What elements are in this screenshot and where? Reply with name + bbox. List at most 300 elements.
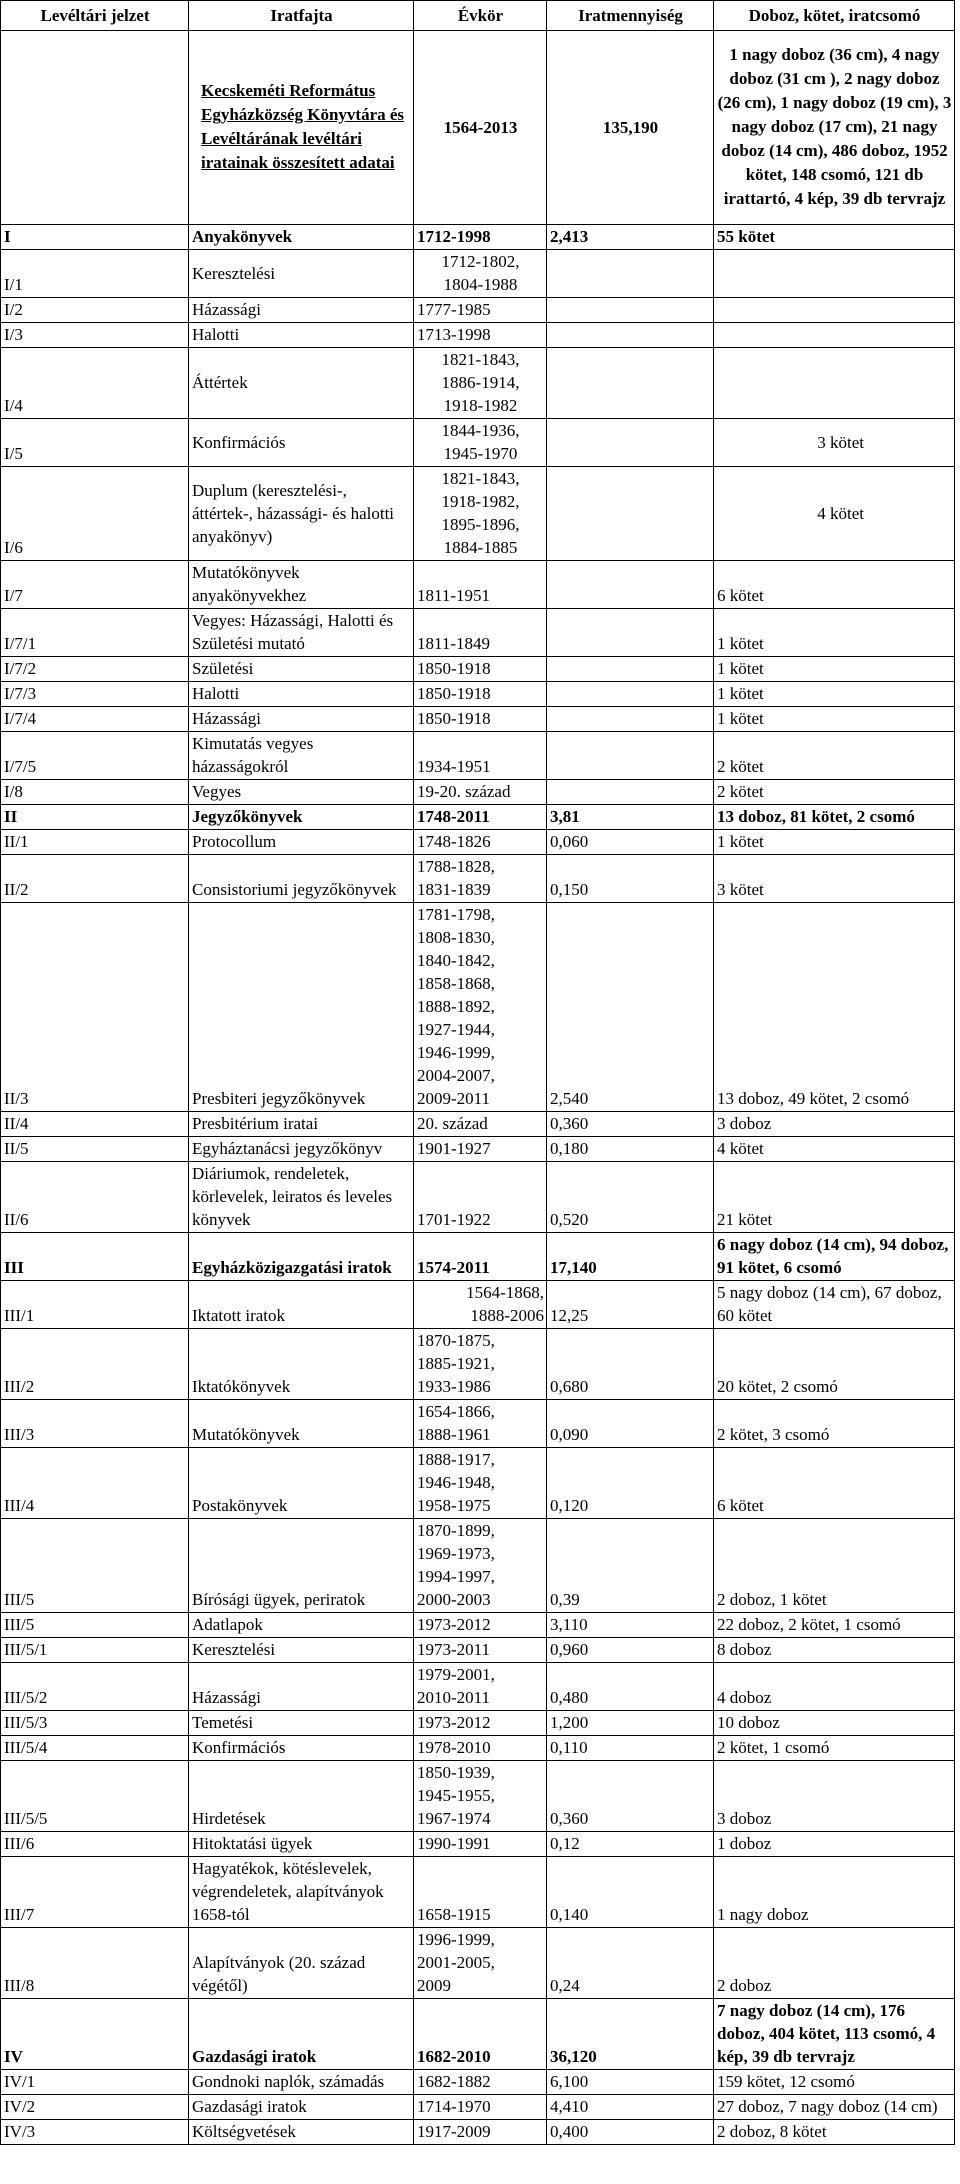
year-range-line: 1811-1951	[417, 586, 491, 605]
box-volume-bundle-cell: 22 doboz, 2 kötet, 1 csomó	[714, 1613, 955, 1638]
document-type-cell: Keresztelési	[189, 1638, 414, 1663]
summary-box: 1 nagy doboz (36 cm), 4 nagy doboz (31 cm ), 2 nagy doboz (26 cm), 1 nagy doboz (19 cm), 3 nagy doboz (17 cm), 21 nagy doboz (14 cm), 486 doboz, 1952 kötet, 148 csomó, 121 db irattartó, 4 kép, 39 db tervrajz	[714, 31, 955, 225]
table-row	[1, 682, 955, 707]
table-row	[1, 805, 955, 830]
year-range-line: 1712-1802,	[441, 252, 520, 271]
box-volume-bundle-cell: 1 nagy doboz	[714, 1857, 955, 1928]
document-quantity-cell	[547, 348, 714, 419]
box-volume-bundle-cell: 21 kötet	[714, 1162, 955, 1233]
document-type-cell: Hirdetések	[189, 1761, 414, 1832]
document-type-cell: Temetési	[189, 1711, 414, 1736]
box-volume-bundle-cell	[714, 298, 955, 323]
table-row	[1, 1832, 955, 1857]
table-row	[1, 1281, 955, 1329]
box-volume-bundle-cell: 3 kötet	[714, 419, 955, 467]
year-range-cell	[414, 1281, 547, 1329]
year-range-cell	[414, 1329, 547, 1400]
year-range-line: 1682-1882	[417, 2072, 491, 2091]
header-document-quantity: Iratmennyiség	[547, 1, 714, 31]
year-range-line: 20. század	[417, 1114, 488, 1133]
archive-code-cell: III/6	[1, 1832, 189, 1857]
year-range-line: 1918-1982,	[441, 492, 520, 511]
archive-code-cell: I/1	[1, 250, 189, 298]
document-type-cell: Halotti	[189, 682, 414, 707]
year-range-cell	[414, 1162, 547, 1233]
archive-code-cell: II/3	[1, 903, 189, 1112]
archive-code-cell: II	[1, 805, 189, 830]
year-range-line: 1850-1918	[417, 709, 491, 728]
table-row	[1, 609, 955, 657]
box-volume-bundle-cell: 1 kötet	[714, 707, 955, 732]
document-quantity-cell: 2,413	[547, 225, 714, 250]
archive-code-cell: I/4	[1, 348, 189, 419]
document-quantity-cell: 0,090	[547, 1400, 714, 1448]
year-range-line: 1917-2009	[417, 2122, 491, 2141]
year-range-line: 1886-1914,	[441, 373, 520, 392]
year-range-line: 1945-1970	[443, 444, 518, 463]
box-volume-bundle-cell: 4 doboz	[714, 1663, 955, 1711]
archive-code-cell: I/7/5	[1, 732, 189, 780]
year-range-cell	[414, 2095, 547, 2120]
year-range-line: 1969-1973,	[417, 1544, 495, 1563]
archive-code-cell: II/6	[1, 1162, 189, 1233]
year-range-line: 1973-2011	[417, 1640, 491, 1659]
box-volume-bundle-cell: 1 kötet	[714, 830, 955, 855]
year-range-line: 1958-1975	[417, 1496, 491, 1515]
box-volume-bundle-cell: 20 kötet, 2 csomó	[714, 1329, 955, 1400]
year-range-line: 1918-1982	[443, 396, 518, 415]
summary-years: 1564-2013	[414, 31, 547, 225]
box-volume-bundle-cell: 159 kötet, 12 csomó	[714, 2070, 955, 2095]
summary-title: Kecskeméti Református Egyházközség Könyvtára és Levéltárának levéltári iratainak összesített adatai	[189, 31, 414, 225]
box-volume-bundle-cell: 2 kötet, 3 csomó	[714, 1400, 955, 1448]
year-range-cell	[414, 2120, 547, 2145]
year-range-line: 1979-2001,	[417, 1665, 495, 1684]
table-row	[1, 780, 955, 805]
table-row	[1, 298, 955, 323]
document-type-cell: Mutatókönyvek	[189, 1400, 414, 1448]
archive-code-cell: III/5	[1, 1613, 189, 1638]
year-range-line: 1870-1899,	[417, 1521, 495, 1540]
year-range-line: 1850-1918	[417, 659, 491, 678]
year-range-line: 1682-2010	[417, 2047, 491, 2066]
header-archive-code: Levéltári jelzet	[1, 1, 189, 31]
box-volume-bundle-cell: 2 kötet, 1 csomó	[714, 1736, 955, 1761]
archive-code-cell: I/2	[1, 298, 189, 323]
year-range-cell	[414, 1928, 547, 1999]
archive-code-cell: III/5/1	[1, 1638, 189, 1663]
header-document-type: Iratfajta	[189, 1, 414, 31]
year-range-line: 1888-2006	[470, 1306, 544, 1325]
year-range-cell	[414, 609, 547, 657]
document-quantity-cell: 0,120	[547, 1448, 714, 1519]
year-range-line: 2001-2005,	[417, 1953, 495, 1972]
table-row	[1, 1857, 955, 1928]
year-range-line: 1934-1951	[417, 757, 491, 776]
year-range-cell	[414, 805, 547, 830]
year-range-line: 1870-1875,	[417, 1331, 495, 1350]
header-year-range: Évkör	[414, 1, 547, 31]
archive-code-cell: IV	[1, 1999, 189, 2070]
document-type-cell: Gondnoki naplók, számadás	[189, 2070, 414, 2095]
summary-code	[1, 31, 189, 225]
archive-code-cell: I	[1, 225, 189, 250]
document-type-cell: Áttértek	[189, 348, 414, 419]
year-range-line: 1858-1868,	[417, 974, 495, 993]
document-quantity-cell	[547, 298, 714, 323]
year-range-line: 1996-1999,	[417, 1930, 495, 1949]
archive-code-cell: III/5/3	[1, 1711, 189, 1736]
document-quantity-cell: 0,480	[547, 1663, 714, 1711]
year-range-line: 2004-2007,	[417, 1066, 495, 1085]
table-row	[1, 419, 955, 467]
document-type-cell: Hitoktatási ügyek	[189, 1832, 414, 1857]
document-quantity-cell: 0,39	[547, 1519, 714, 1613]
document-quantity-cell	[547, 323, 714, 348]
table-row	[1, 348, 955, 419]
document-quantity-cell: 4,410	[547, 2095, 714, 2120]
table-row	[1, 225, 955, 250]
box-volume-bundle-cell: 2 kötet	[714, 732, 955, 780]
year-range-line: 1946-1948,	[417, 1473, 495, 1492]
box-volume-bundle-cell	[714, 348, 955, 419]
box-volume-bundle-cell: 4 kötet	[714, 467, 955, 561]
year-range-cell	[414, 855, 547, 903]
year-range-line: 1821-1843,	[441, 350, 520, 369]
table-row	[1, 1761, 955, 1832]
table-row	[1, 707, 955, 732]
table-row	[1, 1519, 955, 1613]
year-range-cell	[414, 467, 547, 561]
document-quantity-cell: 0,180	[547, 1137, 714, 1162]
table-row	[1, 1928, 955, 1999]
archive-code-cell: I/7	[1, 561, 189, 609]
year-range-line: 2009-2011	[417, 1089, 491, 1108]
document-type-cell: Duplum (keresztelési-, áttértek-, házassági- és halotti anyakönyv)	[189, 467, 414, 561]
year-range-cell	[414, 707, 547, 732]
archive-code-cell: II/4	[1, 1112, 189, 1137]
document-quantity-cell	[547, 682, 714, 707]
document-type-cell: Egyházközigazgatási iratok	[189, 1233, 414, 1281]
year-range-line: 1990-1991	[417, 1834, 491, 1853]
document-type-cell: Alapítványok (20. század végétől)	[189, 1928, 414, 1999]
box-volume-bundle-cell: 1 kötet	[714, 609, 955, 657]
table-row	[1, 561, 955, 609]
year-range-cell	[414, 1999, 547, 2070]
box-volume-bundle-cell	[714, 250, 955, 298]
year-range-line: 2009	[417, 1976, 451, 1995]
year-range-line: 1933-1986	[417, 1377, 491, 1396]
document-type-cell: Házassági	[189, 707, 414, 732]
archive-code-cell: III/5/5	[1, 1761, 189, 1832]
document-type-cell: Jegyzőkönyvek	[189, 805, 414, 830]
year-range-cell	[414, 250, 547, 298]
document-type-cell: Protocollum	[189, 830, 414, 855]
archive-code-cell: III/5/2	[1, 1663, 189, 1711]
document-type-cell: Consistoriumi jegyzőkönyvek	[189, 855, 414, 903]
year-range-line: 1777-1985	[417, 300, 491, 319]
document-quantity-cell	[547, 250, 714, 298]
year-range-cell	[414, 1137, 547, 1162]
table-row	[1, 1999, 955, 2070]
table-row	[1, 467, 955, 561]
year-range-cell	[414, 830, 547, 855]
year-range-line: 1994-1997,	[417, 1567, 495, 1586]
year-range-line: 1946-1999,	[417, 1043, 495, 1062]
document-quantity-cell: 17,140	[547, 1233, 714, 1281]
table-row	[1, 2120, 955, 2145]
box-volume-bundle-cell: 3 doboz	[714, 1761, 955, 1832]
archive-code-cell: IV/2	[1, 2095, 189, 2120]
table-row	[1, 1711, 955, 1736]
year-range-cell	[414, 298, 547, 323]
year-range-line: 1901-1927	[417, 1139, 491, 1158]
year-range-line: 1831-1839	[417, 880, 491, 899]
year-range-cell	[414, 1400, 547, 1448]
archive-code-cell: I/3	[1, 323, 189, 348]
table-row	[1, 1638, 955, 1663]
box-volume-bundle-cell: 2 doboz	[714, 1928, 955, 1999]
archive-code-cell: IV/1	[1, 2070, 189, 2095]
year-range-cell	[414, 903, 547, 1112]
document-quantity-cell: 0,12	[547, 1832, 714, 1857]
year-range-cell	[414, 419, 547, 467]
document-quantity-cell: 6,100	[547, 2070, 714, 2095]
document-type-cell: Anyakönyvek	[189, 225, 414, 250]
archive-code-cell: III/8	[1, 1928, 189, 1999]
year-range-cell	[414, 1448, 547, 1519]
document-quantity-cell: 0,960	[547, 1638, 714, 1663]
year-range-line: 1748-1826	[417, 832, 491, 851]
document-quantity-cell	[547, 467, 714, 561]
box-volume-bundle-cell: 4 kötet	[714, 1137, 955, 1162]
document-quantity-cell: 0,150	[547, 855, 714, 903]
document-type-cell: Házassági	[189, 1663, 414, 1711]
year-range-cell	[414, 1613, 547, 1638]
document-quantity-cell	[547, 609, 714, 657]
year-range-line: 1811-1849	[417, 634, 491, 653]
year-range-cell	[414, 1857, 547, 1928]
document-quantity-cell: 0,140	[547, 1857, 714, 1928]
table-row	[1, 1112, 955, 1137]
year-range-line: 1967-1974	[417, 1809, 491, 1828]
table-row	[1, 1663, 955, 1711]
box-volume-bundle-cell: 6 kötet	[714, 1448, 955, 1519]
year-range-line: 1850-1939,	[417, 1763, 495, 1782]
box-volume-bundle-cell: 27 doboz, 7 nagy doboz (14 cm)	[714, 2095, 955, 2120]
year-range-line: 1978-2010	[417, 1738, 491, 1757]
year-range-cell	[414, 1233, 547, 1281]
box-volume-bundle-cell: 1 kötet	[714, 657, 955, 682]
box-volume-bundle-cell: 2 doboz, 1 kötet	[714, 1519, 955, 1613]
archive-code-cell: I/8	[1, 780, 189, 805]
year-range-line: 2000-2003	[417, 1590, 491, 1609]
document-quantity-cell: 2,540	[547, 903, 714, 1112]
document-type-cell: Hagyatékok, kötéslevelek, végrendeletek, alapítványok 1658-tól	[189, 1857, 414, 1928]
year-range-cell	[414, 1761, 547, 1832]
table-row	[1, 657, 955, 682]
year-range-line: 1781-1798,	[417, 905, 495, 924]
document-type-cell: Iktatókönyvek	[189, 1329, 414, 1400]
document-type-cell: Gazdasági iratok	[189, 1999, 414, 2070]
year-range-line: 1808-1830,	[417, 928, 495, 947]
box-volume-bundle-cell: 2 doboz, 8 kötet	[714, 2120, 955, 2145]
document-type-cell: Születési	[189, 657, 414, 682]
year-range-line: 1844-1936,	[441, 421, 520, 440]
table-row	[1, 1613, 955, 1638]
year-range-line: 1888-1917,	[417, 1450, 495, 1469]
document-type-cell: Vegyes	[189, 780, 414, 805]
year-range-cell	[414, 657, 547, 682]
year-range-cell	[414, 348, 547, 419]
document-quantity-cell: 0,360	[547, 1761, 714, 1832]
year-range-cell	[414, 780, 547, 805]
document-quantity-cell	[547, 419, 714, 467]
document-quantity-cell: 0,110	[547, 1736, 714, 1761]
archive-code-cell: II/1	[1, 830, 189, 855]
table-row	[1, 1329, 955, 1400]
archive-code-cell: III/7	[1, 1857, 189, 1928]
box-volume-bundle-cell: 8 doboz	[714, 1638, 955, 1663]
box-volume-bundle-cell: 13 doboz, 81 kötet, 2 csomó	[714, 805, 955, 830]
table-row	[1, 250, 955, 298]
document-type-cell: Házassági	[189, 298, 414, 323]
year-range-line: 1973-2012	[417, 1615, 491, 1634]
archive-code-cell: I/5	[1, 419, 189, 467]
year-range-line: 1804-1988	[443, 275, 518, 294]
document-quantity-cell: 36,120	[547, 1999, 714, 2070]
year-range-line: 1712-1998	[417, 227, 491, 246]
box-volume-bundle-cell: 13 doboz, 49 kötet, 2 csomó	[714, 903, 955, 1112]
archive-code-cell: II/5	[1, 1137, 189, 1162]
table-row	[1, 732, 955, 780]
year-range-cell	[414, 732, 547, 780]
document-quantity-cell: 0,400	[547, 2120, 714, 2145]
document-quantity-cell: 0,680	[547, 1329, 714, 1400]
archive-code-cell: I/7/2	[1, 657, 189, 682]
year-range-cell	[414, 1736, 547, 1761]
archive-code-cell: III/5/4	[1, 1736, 189, 1761]
year-range-cell	[414, 323, 547, 348]
document-quantity-cell	[547, 561, 714, 609]
year-range-cell	[414, 1638, 547, 1663]
document-type-cell: Adatlapok	[189, 1613, 414, 1638]
year-range-cell	[414, 2070, 547, 2095]
archive-code-cell: I/7/4	[1, 707, 189, 732]
archive-code-cell: III	[1, 1233, 189, 1281]
box-volume-bundle-cell: 3 kötet	[714, 855, 955, 903]
year-range-cell	[414, 1832, 547, 1857]
document-type-cell: Presbiteri jegyzőkönyvek	[189, 903, 414, 1112]
summary-amount: 135,190	[547, 31, 714, 225]
document-quantity-cell: 12,25	[547, 1281, 714, 1329]
year-range-cell	[414, 225, 547, 250]
box-volume-bundle-cell: 3 doboz	[714, 1112, 955, 1137]
year-range-cell	[414, 1711, 547, 1736]
table-row	[1, 1233, 955, 1281]
archive-code-cell: III/5	[1, 1519, 189, 1613]
document-type-cell: Konfirmációs	[189, 419, 414, 467]
archive-code-cell: III/4	[1, 1448, 189, 1519]
year-range-line: 1564-1868,	[466, 1283, 544, 1302]
year-range-line: 1850-1918	[417, 684, 491, 703]
year-range-line: 1888-1961	[417, 1425, 491, 1444]
year-range-line: 1701-1922	[417, 1210, 491, 1229]
document-quantity-cell: 0,520	[547, 1162, 714, 1233]
table-row	[1, 830, 955, 855]
archive-code-cell: III/3	[1, 1400, 189, 1448]
document-type-cell: Egyháztanácsi jegyzőkönyv	[189, 1137, 414, 1162]
document-quantity-cell: 3,110	[547, 1613, 714, 1638]
box-volume-bundle-cell: 55 kötet	[714, 225, 955, 250]
box-volume-bundle-cell: 7 nagy doboz (14 cm), 176 doboz, 404 kötet, 113 csomó, 4 kép, 39 db tervrajz	[714, 1999, 955, 2070]
document-quantity-cell: 0,24	[547, 1928, 714, 1999]
box-volume-bundle-cell	[714, 323, 955, 348]
table-row	[1, 1162, 955, 1233]
document-quantity-cell	[547, 657, 714, 682]
document-type-cell: Mutatókönyvek anyakönyvekhez	[189, 561, 414, 609]
document-type-cell: Postakönyvek	[189, 1448, 414, 1519]
table-row	[1, 1736, 955, 1761]
year-range-line: 1658-1915	[417, 1905, 491, 1924]
document-quantity-cell	[547, 732, 714, 780]
table-row	[1, 855, 955, 903]
box-volume-bundle-cell: 6 kötet	[714, 561, 955, 609]
document-type-cell: Presbitérium iratai	[189, 1112, 414, 1137]
archive-code-cell: I/7/1	[1, 609, 189, 657]
year-range-line: 1714-1970	[417, 2097, 491, 2116]
document-type-cell: Bírósági ügyek, periratok	[189, 1519, 414, 1613]
table-row	[1, 2095, 955, 2120]
summary-row	[1, 31, 955, 225]
year-range-line: 1884-1885	[443, 538, 518, 557]
year-range-line: 2010-2011	[417, 1688, 491, 1707]
year-range-cell	[414, 1112, 547, 1137]
document-quantity-cell: 1,200	[547, 1711, 714, 1736]
box-volume-bundle-cell: 6 nagy doboz (14 cm), 94 doboz, 91 kötet, 6 csomó	[714, 1233, 955, 1281]
document-quantity-cell	[547, 707, 714, 732]
header-box-volume-bundle: Doboz, kötet, iratcsomó	[714, 1, 955, 31]
table-row	[1, 903, 955, 1112]
document-type-cell: Konfirmációs	[189, 1736, 414, 1761]
table-row	[1, 1400, 955, 1448]
document-type-cell: Költségvetések	[189, 2120, 414, 2145]
document-quantity-cell: 3,81	[547, 805, 714, 830]
year-range-cell	[414, 561, 547, 609]
archive-code-cell: I/7/3	[1, 682, 189, 707]
year-range-line: 1840-1842,	[417, 951, 495, 970]
box-volume-bundle-cell: 2 kötet	[714, 780, 955, 805]
year-range-line: 1654-1866,	[417, 1402, 495, 1421]
archive-code-cell: III/1	[1, 1281, 189, 1329]
year-range-line: 1885-1921,	[417, 1354, 495, 1373]
archive-code-cell: I/6	[1, 467, 189, 561]
document-type-cell: Diáriumok, rendeletek, körlevelek, leiratos és leveles könyvek	[189, 1162, 414, 1233]
document-type-cell: Kimutatás vegyes házasságokról	[189, 732, 414, 780]
box-volume-bundle-cell: 5 nagy doboz (14 cm), 67 doboz, 60 kötet	[714, 1281, 955, 1329]
year-range-line: 1574-2011	[417, 1258, 490, 1277]
year-range-cell	[414, 682, 547, 707]
table-header-row	[1, 1, 955, 31]
document-type-cell: Iktatott iratok	[189, 1281, 414, 1329]
year-range-line: 1895-1896,	[441, 515, 520, 534]
table-row	[1, 1448, 955, 1519]
year-range-line: 1888-1892,	[417, 997, 495, 1016]
table-row	[1, 1137, 955, 1162]
year-range-line: 1713-1998	[417, 325, 491, 344]
archive-code-cell: IV/3	[1, 2120, 189, 2145]
box-volume-bundle-cell: 1 doboz	[714, 1832, 955, 1857]
